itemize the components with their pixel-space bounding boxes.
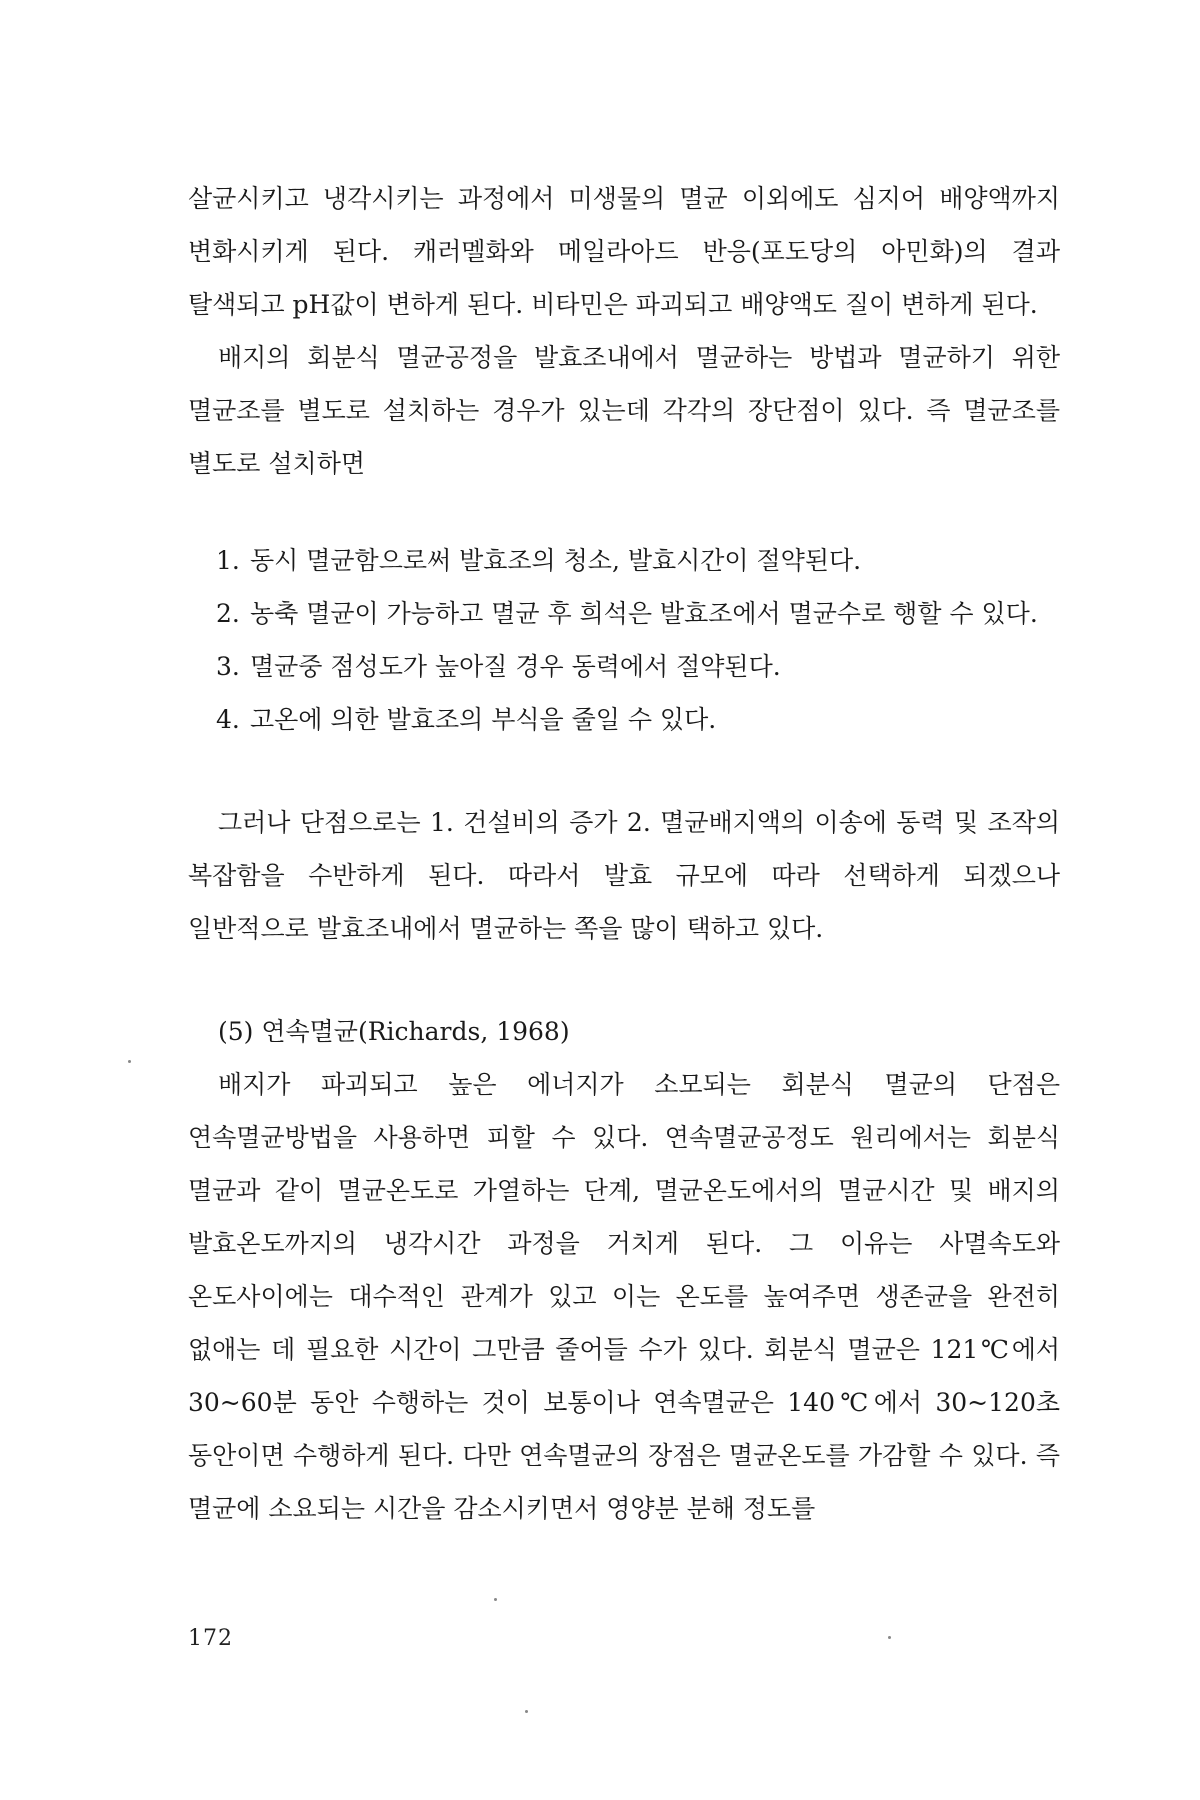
list-item-text: 멸균중 점성도가 높아질 경우 동력에서 절약된다.	[250, 652, 781, 681]
list-item	[216, 693, 1060, 746]
section-heading: (5) 연속멸균(Richards, 1968)	[218, 1017, 570, 1046]
list-item	[216, 587, 1060, 640]
list-item	[216, 640, 1060, 693]
advantages-list	[188, 534, 1060, 746]
intro-paragraph: 살균시키고 냉각시키는 과정에서 미생물의 멸균 이외에도 심지어 배양액까지 변화시키게 된다. 캐러멜화와 메일라아드 반응(포도당의 아민화)의 결과 탈색되고 pH값이 변하게 된다. 비타민은 파괴되고 배양액도 질이 변하게 된다.	[188, 184, 1060, 319]
scan-speck	[525, 1710, 528, 1713]
continuous-sterilization-paragraph: 배지가 파괴되고 높은 에너지가 소모되는 회분식 멸균의 단점은 연속멸균방법을 사용하면 피할 수 있다. 연속멸균공정도 원리에서는 회분식 멸균과 같이 멸균온도로 가열하는 단계, 멸균온도에서의 멸균시간 및 배지의 발효온도까지의 냉각시간 과정을 거치게 된다. 그 이유는 사멸속도와 온도사이에는 대수적인 관계가 있고 이는 온도를 높여주면 생존균을 완전히 없애는 데 필요한 시간이 그만큼 줄어들 수가 있다. 회분식 멸균은 121℃에서 30~60분 동안 수행하는 것이 보통이나 연속멸균은 140℃에서 30~120초 동안이면 수행하게 된다. 다만 연속멸균의 장점은 멸균온도를 가감할 수 있다. 즉 멸균에 소요되는 시간을 감소시키면서 영양분 분해 정도를	[188, 1070, 1060, 1523]
list-item-text: 동시 멸균함으로써 발효조의 청소, 발효시간이 절약된다.	[250, 546, 862, 575]
body-text	[188, 172, 1060, 1535]
list-item-number: 1.	[216, 546, 240, 575]
list-item-number: 2.	[216, 599, 240, 628]
page-number: 172	[188, 1626, 233, 1651]
list-item-text: 농축 멸균이 가능하고 멸균 후 희석은 발효조에서 멸균수로 행할 수 있다.	[250, 599, 1038, 628]
list-item-number: 3.	[216, 652, 240, 681]
scan-speck	[128, 1060, 131, 1063]
scan-speck	[888, 1636, 891, 1639]
batch-sterilization-paragraph: 배지의 회분식 멸균공정을 발효조내에서 멸균하는 방법과 멸균하기 위한 멸균조를 별도로 설치하는 경우가 있는데 각각의 장단점이 있다. 즉 멸균조를 별도로 설치하면	[188, 343, 1060, 478]
list-item-number: 4.	[216, 705, 240, 734]
list-item	[216, 534, 1060, 587]
disadvantages-paragraph: 그러나 단점으로는 1. 건설비의 증가 2. 멸균배지액의 이송에 동력 및 조작의 복잡함을 수반하게 된다. 따라서 발효 규모에 따라 선택하게 되겠으나 일반적으로 발효조내에서 멸균하는 쪽을 많이 택하고 있다.	[188, 808, 1060, 943]
list-item-text: 고온에 의한 발효조의 부식을 줄일 수 있다.	[250, 705, 717, 734]
scan-speck	[494, 1598, 497, 1601]
